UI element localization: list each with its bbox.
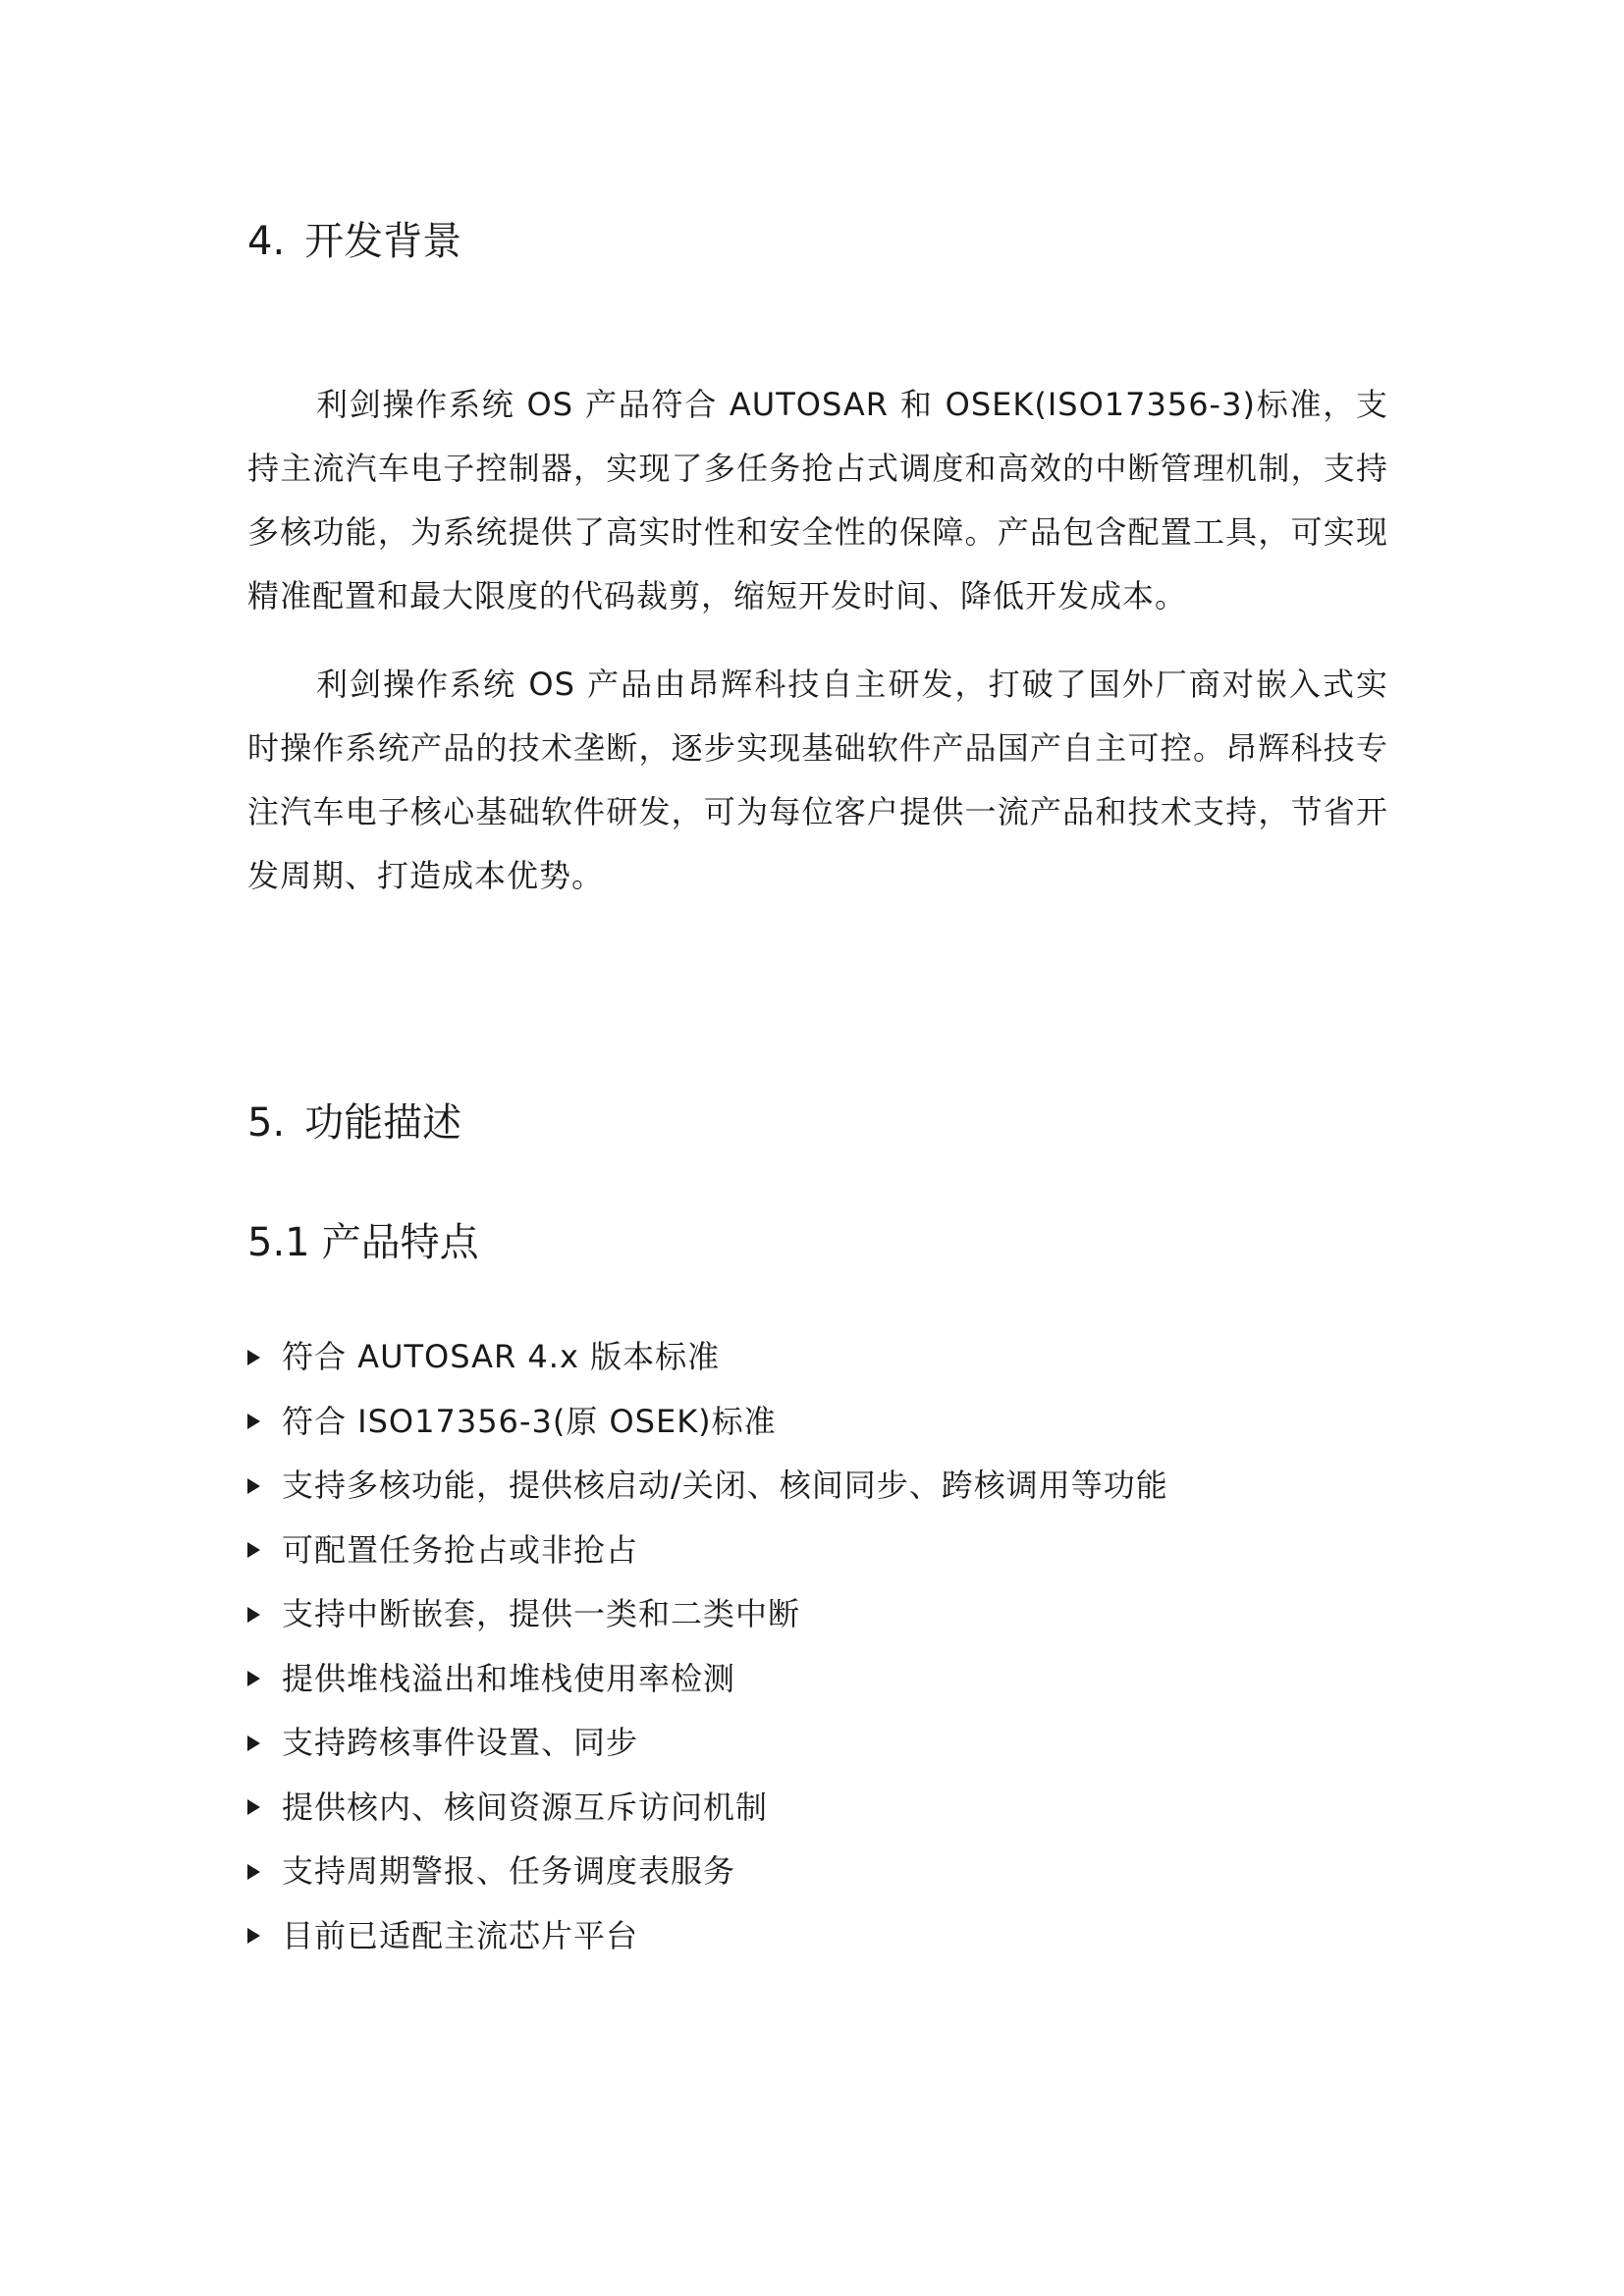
section-4-heading [247, 214, 461, 269]
feature-item [247, 1647, 1388, 1712]
feature-item [247, 1582, 1388, 1647]
feature-text: 目前已适配主流芯片平台 [282, 1916, 639, 1954]
feature-list [247, 1325, 1388, 1968]
section-5-heading [247, 1095, 461, 1150]
feature-text: 提供堆栈溢出和堆栈使用率检测 [282, 1659, 736, 1697]
section-5-1-heading [247, 1215, 479, 1270]
section-4-title: 开发背景 [304, 219, 462, 264]
triangle-bullet-icon [247, 1478, 260, 1494]
feature-item [247, 1904, 1388, 1969]
feature-text: 符合 ISO17356-3(原 OSEK)标准 [282, 1402, 777, 1440]
triangle-bullet-icon [247, 1928, 260, 1944]
section-5-title: 功能描述 [304, 1100, 462, 1146]
background-paragraph-1: 利剑操作系统 OS 产品符合 AUTOSAR 和 OSEK(ISO17356-3)标准，支持主流汽车电子控制器，实现了多任务抢占式调度和高效的中断管理机制，支持多核功能，为系统提供了高实时性和安全性的保障。产品包含配置工具，可实现精准配置和最大限度的代码裁剪，缩短开发时间、降低开发成本。 [247, 386, 1388, 614]
feature-item [247, 1776, 1388, 1841]
feature-item [247, 1840, 1388, 1904]
feature-item [247, 1390, 1388, 1455]
triangle-bullet-icon [247, 1414, 260, 1429]
feature-text: 支持跨核事件设置、同步 [282, 1724, 639, 1761]
background-paragraph-2: 利剑操作系统 OS 产品由昂辉科技自主研发，打破了国外厂商对嵌入式实时操作系统产品的技术垄断，逐步实现基础软件产品国产自主可控。昂辉科技专注汽车电子核心基础软件研发，可为每位客户提供一流产品和技术支持，节省开发周期、打造成本优势。 [247, 666, 1388, 894]
document-page [247, 0, 1388, 2296]
section-4-number: 4. [247, 219, 286, 264]
triangle-bullet-icon [247, 1864, 260, 1880]
triangle-bullet-icon [247, 1350, 260, 1365]
feature-text: 支持多核功能，提供核启动/关闭、核间同步、跨核调用等功能 [282, 1467, 1168, 1504]
feature-item [247, 1454, 1388, 1519]
triangle-bullet-icon [247, 1799, 260, 1815]
section-5-1-number: 5.1 [247, 1220, 310, 1265]
feature-item [247, 1711, 1388, 1776]
section-5-number: 5. [247, 1100, 286, 1146]
feature-text: 支持中断嵌套，提供一类和二类中断 [282, 1595, 801, 1632]
feature-text: 支持周期警报、任务调度表服务 [282, 1852, 736, 1890]
triangle-bullet-icon [247, 1542, 260, 1558]
triangle-bullet-icon [247, 1735, 260, 1751]
feature-item [247, 1325, 1388, 1390]
triangle-bullet-icon [247, 1671, 260, 1686]
triangle-bullet-icon [247, 1607, 260, 1623]
feature-text: 提供核内、核间资源互斥访问机制 [282, 1788, 769, 1826]
feature-text: 可配置任务抢占或非抢占 [282, 1530, 639, 1569]
feature-item [247, 1519, 1388, 1583]
section-5-1-title: 产品特点 [321, 1220, 479, 1265]
feature-text: 符合 AUTOSAR 4.x 版本标准 [282, 1338, 721, 1375]
